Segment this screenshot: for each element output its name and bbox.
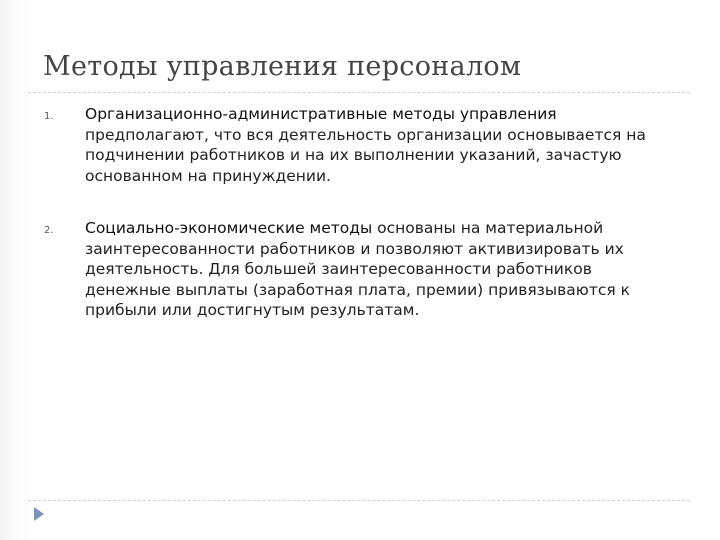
title-divider	[28, 92, 690, 93]
list-item-lead: Социально-экономические методы	[85, 219, 373, 237]
list-item-number: 1.	[44, 111, 54, 122]
list-item	[44, 218, 664, 321]
footer-divider	[28, 500, 690, 501]
list-item-lead: Организационно-административные методы управления	[85, 105, 557, 123]
list-item	[44, 104, 664, 186]
slide-title: Методы управления персоналом	[43, 51, 522, 82]
next-slide-arrow-icon[interactable]	[34, 507, 44, 521]
list-item-text: основаны на материальной заинтересованности работников и позволяют активизировать их деятельность. Для большей заинтересованности работников денежные выплаты (заработная плата, премии) привязываются к прибыли или достигнутым результатам.	[85, 219, 630, 319]
methods-list	[44, 104, 664, 321]
list-item-number: 2.	[44, 225, 54, 236]
list-item-text: предполагают, что вся деятельность организации основывается на подчинении работников и на их выполнении указаний, зачастую основанном на принуждении.	[85, 125, 646, 185]
